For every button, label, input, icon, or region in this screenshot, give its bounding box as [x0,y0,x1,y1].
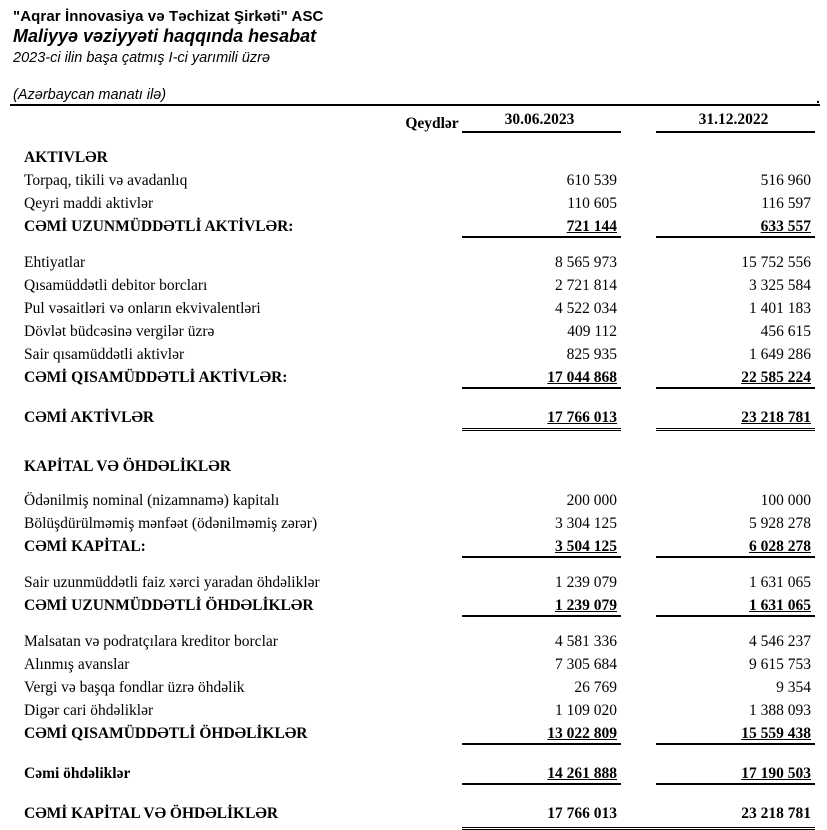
table-row [0,702,827,720]
row-value: 1 239 079 [555,597,617,614]
row-label: Dövlət büdcəsinə vergilər üzrə [24,323,215,340]
row-label: CƏMİ KAPİTAL VƏ ÖHDƏLİKLƏR [24,805,279,822]
row-value: 15 752 556 [741,254,811,271]
row-value: 1 649 286 [749,346,811,363]
table-row [0,492,827,510]
company-name: "Aqrar İnnovasiya və Təchizat Şirkəti" ASC [13,8,324,25]
row-value: 100 000 [760,492,811,509]
row-label: CƏMİ KAPİTAL: [24,538,146,555]
grand-total-row-assets [0,409,827,431]
row-value: 3 504 125 [555,538,617,555]
row-value: 7 305 684 [555,656,617,673]
row-value: 22 585 224 [741,369,811,386]
row-label: Alınmış avanslar [24,656,130,673]
row-label: CƏMİ QISAMÜDDƏTLİ AKTİVLƏR: [24,369,288,386]
table-row [0,277,827,295]
row-label: Ödənilmiş nominal (nizamnamə) kapitalı [24,492,280,509]
table-header-row [0,111,827,133]
column-header-notes: Qeydlər [405,115,459,132]
table-row [0,254,827,272]
total-row-current-liabilities [0,725,827,745]
row-label: Torpaq, tikili və avadanlıq [24,172,188,189]
row-value: 3 304 125 [555,515,617,532]
row-value: 4 522 034 [555,300,617,317]
document-title: Maliyyə vəziyyəti haqqında hesabat [13,26,317,46]
row-value: 9 354 [776,679,811,696]
row-value: 825 935 [566,346,617,363]
table-row [0,515,827,533]
row-label: AKTIVLƏR [24,149,108,166]
column-header-date-2: 31.12.2022 [656,111,815,133]
row-value: 4 581 336 [555,633,617,650]
total-row-noncurrent-liabilities [0,597,827,617]
row-value: 17 190 503 [741,765,811,782]
row-value: 1 401 183 [749,300,811,317]
row-value: 17 766 013 [547,409,617,426]
table-row [0,346,827,364]
row-label: Qısamüddətli debitor borcları [24,277,208,294]
row-value: 9 615 753 [749,656,811,673]
row-label: Qeyri maddi aktivlər [24,195,154,212]
row-label: Malsatan və podratçılara kreditor borclar [24,633,278,650]
table-row [0,172,827,190]
row-value: 17 766 013 [547,805,617,822]
reporting-period: 2023-ci ilin başa çatmış I-ci yarımili üzrə [13,50,271,66]
row-label: Vergi və başqa fondlar üzrə öhdəlik [24,679,245,696]
row-value: 1 109 020 [555,702,617,719]
table-row [0,679,827,697]
row-label: CƏMİ AKTİVLƏR [24,409,155,426]
row-value: 110 605 [567,195,617,212]
section-heading-equity-liabilities [0,458,827,476]
document-header [13,8,827,66]
row-value: 516 960 [760,172,811,189]
table-row [0,633,827,651]
row-value: 2 721 814 [555,277,617,294]
row-label: Pul vəsaitləri və onların ekvivalentləri [24,300,261,317]
row-value: 15 559 438 [741,725,811,742]
row-label: KAPİTAL VƏ ÖHDƏLİKLƏR [24,458,231,475]
row-value: 5 928 278 [749,515,811,532]
row-label: CƏMİ UZUNMÜDDƏTLİ ÖHDƏLİKLƏR [24,597,314,614]
row-value: 8 565 973 [555,254,617,271]
row-value: 721 144 [566,218,617,235]
row-label: Sair qısamüddətli aktivlər [24,346,185,363]
row-value: 409 112 [567,323,617,340]
currency-note: (Azərbaycan manatı ilə) [13,87,167,103]
row-value: 17 044 868 [547,369,617,386]
row-value: 456 615 [760,323,811,340]
row-value: 23 218 781 [741,805,811,822]
row-label: Ehtiyatlar [24,254,86,271]
total-row-current-assets [0,369,827,389]
row-value: 13 022 809 [547,725,617,742]
table-row [0,300,827,318]
row-label: Cəmi öhdəliklər [24,765,131,782]
table-row [0,656,827,674]
row-value: 1 388 093 [749,702,811,719]
row-value: 1 239 079 [555,574,617,591]
row-value: 1 631 065 [749,574,811,591]
row-value: 610 539 [566,172,617,189]
row-value: 6 028 278 [749,538,811,555]
total-row-liabilities [0,765,827,785]
total-row-equity [0,538,827,558]
row-value: 26 769 [574,679,617,696]
row-label: Digər cari öhdəliklər [24,702,154,719]
table-row [0,195,827,213]
grand-total-row-equity-liabilities [0,805,827,830]
row-value: 4 546 237 [749,633,811,650]
currency-note-line [10,87,820,106]
row-value: 3 325 584 [749,277,811,294]
row-label: CƏMİ UZUNMÜDDƏTLİ AKTİVLƏR: [24,218,294,235]
total-row-noncurrent-assets [0,218,827,238]
section-heading-assets [0,149,827,167]
trailing-dot: . [815,91,820,107]
row-value: 116 597 [761,195,811,212]
row-value: 633 557 [760,218,811,235]
table-row [0,323,827,341]
row-label: Bölüşdürülməmiş mənfəət (ödənilməmiş zərər) [24,515,318,532]
row-label: Sair uzunmüddətli faiz xərci yaradan öhdəliklər [24,574,320,591]
row-value: 14 261 888 [547,765,617,782]
table-row [0,574,827,592]
row-value: 200 000 [566,492,617,509]
row-label: CƏMİ QISAMÜDDƏTLİ ÖHDƏLİKLƏR [24,725,308,742]
row-value: 23 218 781 [741,409,811,426]
column-header-date-1: 30.06.2023 [462,111,621,133]
row-value: 1 631 065 [749,597,811,614]
